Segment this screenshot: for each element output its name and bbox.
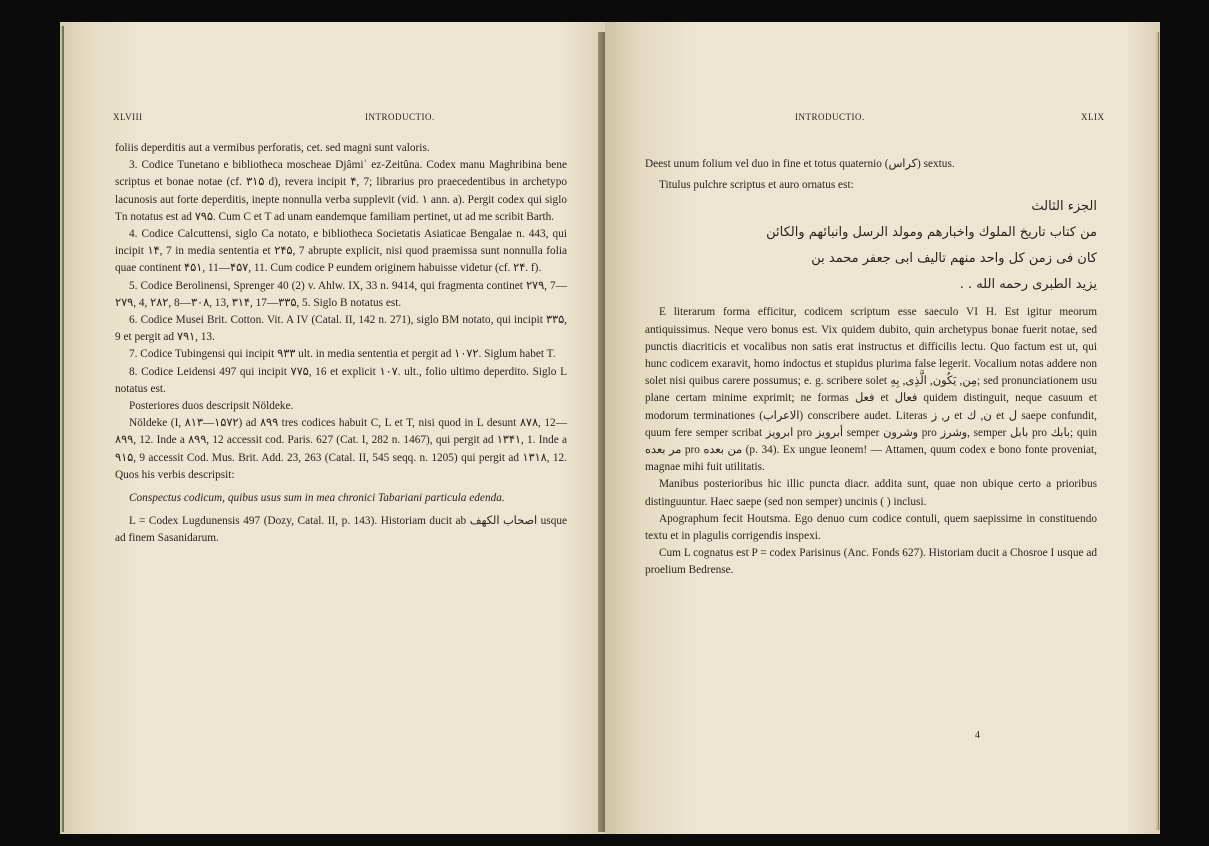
paragraph: 6. Codice Musei Brit. Cotton. Vit. A IV (Catal. II, 142 n. 271), siglo BM notato, qui incipit ۳۳۵, 9 et pergit ad ۷۹۱, 13. bbox=[115, 314, 567, 344]
quotation: Conspectus codicum, quibus usus sum in mea chronici Tabariani particula edenda. bbox=[129, 492, 505, 505]
paragraph: Cum L cognatus est P = codex Parisinus (Anc. Fonds 627). Historiam ducit a Chosroe I usque ad proelium Bedrense. bbox=[645, 547, 1097, 577]
arabic-line: يزيد الطبرى رحمه الله . . bbox=[959, 277, 1097, 293]
left-page bbox=[60, 22, 605, 834]
arabic-line: الجزء الثالث bbox=[1031, 199, 1097, 215]
paragraph: Posteriores duos descripsit Nöldeke. bbox=[129, 400, 294, 413]
paragraph: 4. Codice Calcuttensi, siglo Ca notato, e bibliotheca Societatis Asiaticae Bengalae n. 443, qui incipit ۱۴, 7 in media sententia et ۲۴۵, 7 abrupte explicit, nisi quod praemissa sunt nonnulla folia quae continent ۴۵۱, 11—۴۵۷, 11. Cum codice P eundem originem habuisse videtur (cf. ۲۴. f). bbox=[115, 228, 567, 275]
arabic-title bbox=[645, 194, 1097, 298]
paragraph: L = Codex Lugdunensis 497 (Dozy, Catal. II, p. 143). Historiam ducit ab اصحاب الكهف usque ad finem Sasanidarum. bbox=[115, 515, 567, 545]
right-page-number: XLIX bbox=[1081, 112, 1105, 122]
paragraph: E literarum forma efficitur, codicem scriptum esse saeculo VI H. Est igitur meorum antiquissimus. Neque vero bonus est. Vix quidem dubito, quin archetypus bonae fuerit notae, sed punctis diacriticis et vocalibus non satis erat instructus et difficilis lectu. Quo factum est ut, qui hunc codicem exaravit, homo indoctus et stupidus plurima false legerit. Vocalium notas addere non solet nisi quibus carere possumus; e. g. scribere solet مِن, يَكُون, الَّذِى, بِهِ; sed pronunciationem usu plane certam minime exprimit; ne formas فعل et فعال quidem distinguit, neque casuum et modorum terminationes (الاعراب) conscribere audet. Literas ر, ز et ن, ك et ل saepe confundit, quum fere semper scribat ابرويز pro أبرويز semper وشرون pro وشرز, semper بابل pro بابك; quin مر بعده pro من بعده (p. 34). Ex ungue leonem! — Attamen, quum codex e bono fonte proveniat, magnae mihi fuit utilitatis. bbox=[645, 306, 1098, 474]
left-page-number: XLVIII bbox=[113, 112, 143, 122]
paragraph: 7. Codice Tubingensi qui incipit ۹۳۳ ult. in media sententia et pergit ad ۱۰۷۲. Siglum habet T. bbox=[129, 348, 556, 361]
paragraph: 5. Codice Berolinensi, Sprenger 40 (2) v. Ahlw. IX, 33 n. 9414, qui fragmenta continet ۲۷۹, 7—۲۷۹, 4, ۲۸۲, 8—۳۰۸, 13, ۳۱۴, 17—۳۳۵, 5. Siglo B notatus est. bbox=[115, 279, 567, 309]
paragraph: foliis deperditis aut a vermibus perforatis, cet. sed magni sunt valoris. bbox=[115, 142, 430, 154]
page-edges-left bbox=[60, 26, 64, 832]
arabic-line: كان فى زمن كل واحد منهم تاليف ابى جعفر محمد بن bbox=[811, 251, 1097, 267]
title-intro: Titulus pulchre scriptus et auro ornatus est: bbox=[659, 179, 854, 192]
right-running-head: INTRODUCTIO. bbox=[795, 112, 865, 122]
paragraph: 3. Codice Tunetano e bibliotheca moscheae Djâmiʿ ez-Zeitûna. Codex manu Maghribina bene scriptus et bonae notae (cf. ۳۱۵ d), revera incipit ۴, 7; librarius pro praecedentibus in archetypo lacunosis aut forte deperditis, inepte nonnulla verba supplevit (vid. ۱ ann. a). Pergit codex qui siglo Tn notatus est ad ۷۹۵. Cum C et T ad unam eandemque familiam pertinet, ut ad me scribit Barth. bbox=[115, 159, 567, 223]
right-body bbox=[645, 156, 1097, 580]
left-body bbox=[115, 140, 567, 548]
page-edges-right bbox=[1156, 32, 1160, 830]
arabic-line: من كتاب تاريخ الملوك واخبارهم ومولد الرسل وانبائهم والكائن bbox=[766, 225, 1097, 241]
open-book bbox=[60, 22, 1160, 834]
paragraph: 8. Codice Leidensi 497 qui incipit ۷۷۵, 16 et explicit ۱۰۷. ult., folio ultimo deperdito. Siglo L notatus est. bbox=[115, 365, 567, 395]
paragraph: Apographum fecit Houtsma. Ego denuo cum codice contuli, quem saepissime in constituendo textu et in plagulis corrigendis inspexi. bbox=[645, 512, 1097, 543]
paragraph: Nöldeke (I, ۸۱۳—۱۵۷۲) ad ۸۹۹ tres codices habuit C, L et T, nisi quod in L desunt ۸۷۸, 12—۸۹۹, 12. Inde a ۸۹۹, 12 accessit cod. Paris. 627 (Cat. I, 282 n. 1467), qui pergit ad ۱۳۴۱, 1. Inde a ۹۱۵, 9 accessit Cod. Mus. Brit. Add. 23, 263 (Catal. II, 545 seqq. n. 1205) qui pergit ad ۱۳۱۸, 12. Quos his verbis descripsit: bbox=[115, 417, 567, 481]
right-page bbox=[605, 22, 1160, 834]
left-running-head: INTRODUCTIO. bbox=[365, 112, 435, 122]
signature-mark: 4 bbox=[975, 730, 980, 741]
paragraph: Deest unum folium vel duo in fine et totus quaternio (كراس) sextus. bbox=[645, 158, 955, 170]
paragraph: Manibus posterioribus hic illic puncta diacr. addita sunt, quae non ubique certo a prioribus distinguuntur. Haec saepe (sed non semper) uncinis ( ) inclusi. bbox=[645, 478, 1097, 508]
